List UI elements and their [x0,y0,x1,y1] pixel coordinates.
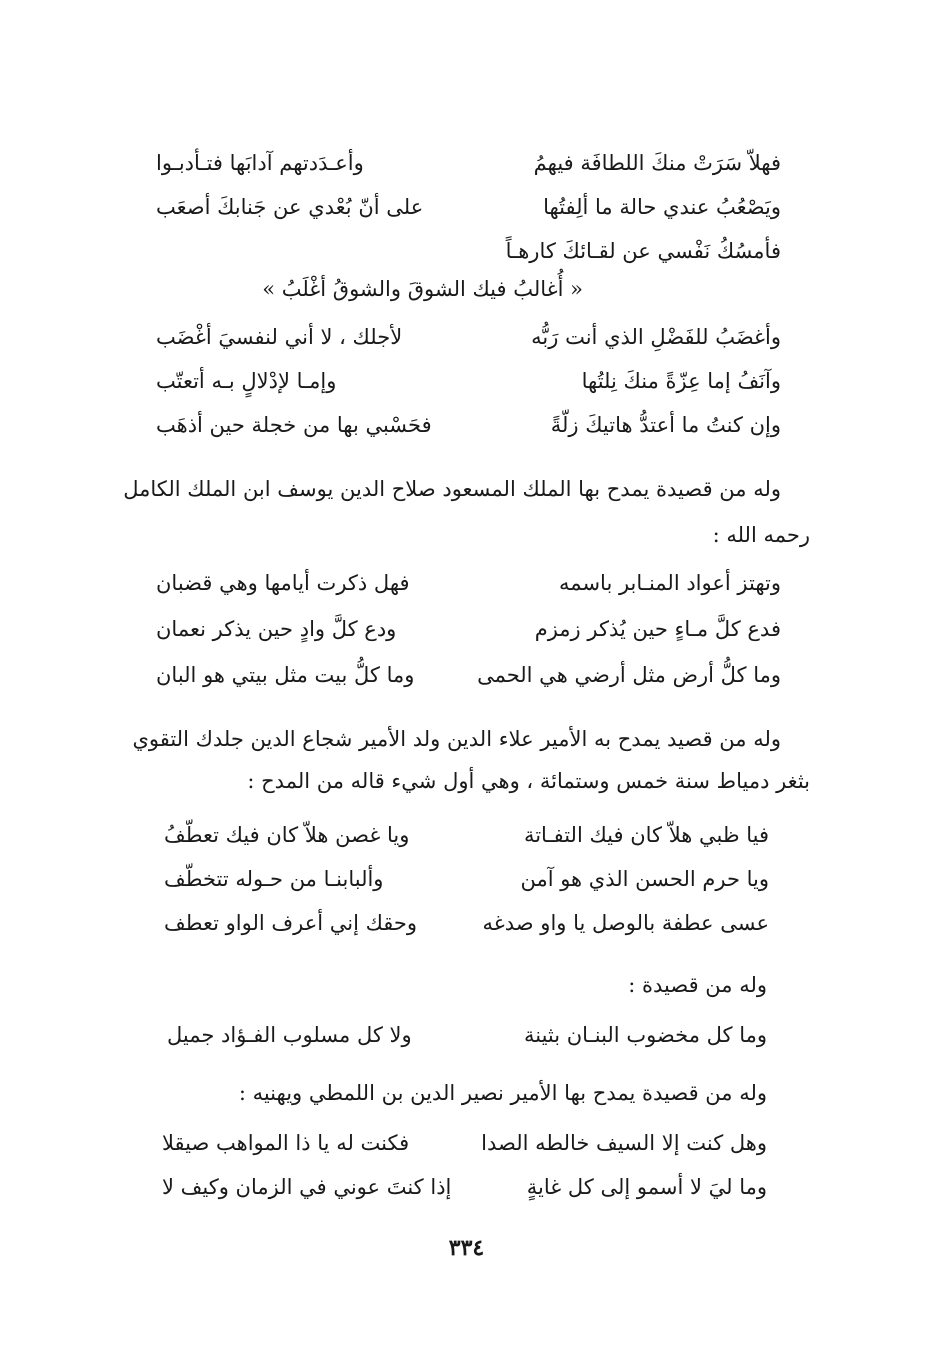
second-hemistich: ودع كلَّ وادٍ حين يذكر نعمان [156,617,397,641]
centered-quote: « أُغالبُ فيك الشوقَ والشوقُ أغْلَبُ » [262,277,583,301]
second-hemistich: ويا غصن هلاّ كان فيك تعطّفُ [164,823,410,847]
first-hemistich: فدع كلَّ مـاءٍ حين يُذكر زمزم [534,617,781,641]
first-hemistich: فأمسُكُ نَفْسي عن لقـائكَ كارهـاً [505,239,781,263]
prose-intro: بثغر دمياط سنة خمس وستمائة ، وهي أول شيء قاله من المدح : [247,769,810,793]
verse-line [164,818,769,852]
prose-intro: رحمه الله : [712,523,810,547]
second-hemistich: فكنت له يا ذا المواهب صيقلا [162,1131,410,1155]
second-hemistich: إذا كنتَ عوني في الزمان وكيف لا [162,1175,452,1199]
second-hemistich: وألبابنـا من حـوله تتخطّف [164,867,384,891]
verse-line [156,190,781,224]
first-hemistich: وما ليَ لا أسمو إلى كل غايةٍ [526,1175,767,1199]
second-hemistich: وما كلُّ بيت مثل بيتي هو البان [156,663,415,687]
first-hemistich: ويا حرم الحسن الذي هو آمن [520,867,769,891]
second-hemistich: وأعـدَدتهم آدابَها فتـأدبـوا [156,151,364,175]
verse-line [156,658,781,692]
first-hemistich: وآنَفُ إما عِزّةً منكَ نِلتُها [581,369,781,393]
second-hemistich: وحقك إني أعرف الواو تعطف [164,911,418,935]
first-hemistich: وهل كنت إلا السيف خالطه الصدا [481,1131,767,1155]
first-hemistich: وما كل مخضوب البنـان بثينة [523,1023,767,1047]
first-hemistich: وأغضَبُ للفَضْلِ الذي أنت رَبُّه [531,325,781,349]
first-hemistich: وما كلُّ أرض مثل أرضي هي الحمى [477,663,781,687]
first-hemistich: فهلاّ سَرَتْ منكَ اللطافَة فيهمُ [533,151,781,175]
page-number: ٣٣٤ [448,1235,485,1261]
second-hemistich: وإمـا لإدْلالٍ بـه أتعتّب [156,369,337,393]
verse-line [156,408,781,442]
verse-line [162,1170,767,1204]
prose-intro: وله من قصيدة يمدح بها الملك المسعود صلاح الدين يوسف ابن الملك الكامل [123,477,781,501]
verse-line [156,364,781,398]
prose-intro: وله من قصيدة : [628,973,767,997]
verse-line [162,1126,767,1160]
verse-line [156,612,781,646]
first-hemistich: عسى عطفة بالوصل يا واو صدغه [482,911,769,935]
first-hemistich: فيا ظبي هلاّ كان فيك التفـاتة [523,823,769,847]
first-hemistich: وإن كنتُ ما أعتدُّ هاتيكَ زلّةً [550,413,781,437]
first-hemistich: وتهتز أعواد المنـابر باسمه [559,571,781,595]
first-hemistich: ويَصْعُبُ عندي حالة ما ألِفتُها [543,195,781,219]
verse-line [156,146,781,180]
second-hemistich: ولا كل مسلوب الفـؤاد جميل [167,1023,412,1047]
prose-intro: وله من قصيدة يمدح بها الأمير نصير الدين بن اللمطي ويهنيه : [238,1081,767,1105]
second-hemistich: لأجلك ، لا أني لنفسيَ أغْضَب [156,325,403,349]
verse-line [164,862,769,896]
second-hemistich: فهل ذكرت أيامها وهي قضبان [156,571,410,595]
prose-intro: وله من قصيد يمدح به الأمير علاء الدين ولد الأمير شجاع الدين جلدك التقوي [132,727,781,751]
verse-line [167,1018,767,1052]
verse-line [156,566,781,600]
verse-line [156,234,781,268]
verse-line [164,906,769,940]
second-hemistich: على أنّ بُعْدي عن جَنابكَ أصعَب [156,195,424,219]
verse-line [156,320,781,354]
second-hemistich: فحَسْبي بها من خجلة حين أذهَب [156,413,432,437]
